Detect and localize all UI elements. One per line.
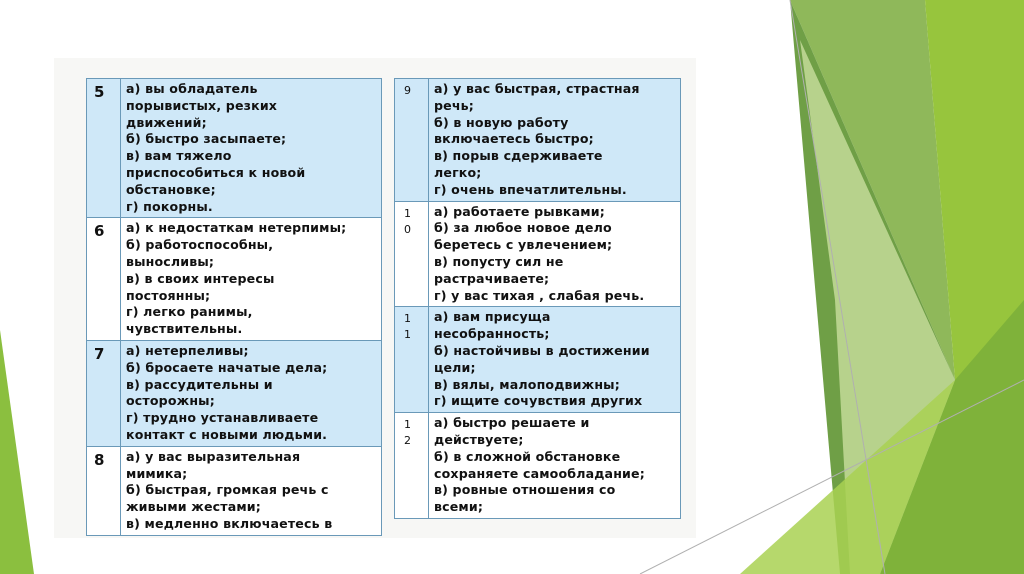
table-row bbox=[394, 307, 681, 413]
row-number: 9 bbox=[395, 79, 429, 201]
answer-line: б) за любое новое дело bbox=[434, 220, 612, 236]
questionnaire-table-image bbox=[54, 58, 696, 538]
answer-line: в) ровные отношения со bbox=[434, 482, 616, 498]
row-answers bbox=[121, 341, 381, 446]
answer-line: сохраняете самообладание; bbox=[434, 465, 645, 481]
answer-line: а) быстро решаете и bbox=[434, 415, 590, 431]
table-row bbox=[86, 447, 382, 536]
answer-line: контакт с новыми людьми. bbox=[126, 426, 328, 442]
answer-line: живыми жестами; bbox=[126, 499, 261, 515]
answer-line: в) вам тяжело bbox=[126, 148, 232, 164]
answer-line: речь; bbox=[434, 97, 474, 113]
answer-line: б) в сложной обстановке bbox=[434, 448, 621, 464]
answer-line: растрачиваете; bbox=[434, 270, 550, 286]
answer-line: порывистых, резких bbox=[126, 97, 278, 113]
answer-line: г) очень впечатлительны. bbox=[434, 181, 627, 197]
row-number: 6 bbox=[87, 218, 121, 340]
table-row bbox=[394, 78, 681, 202]
answer-line: обстановке; bbox=[126, 181, 216, 197]
answer-line: а) у вас быстрая, страстная bbox=[434, 81, 640, 96]
answer-line: мимика; bbox=[126, 465, 188, 481]
answer-line: а) нетерпеливы; bbox=[126, 342, 249, 358]
answer-line: в) рассудительны и bbox=[126, 376, 273, 392]
answer-line: цели; bbox=[434, 359, 476, 375]
row-number: 1 2 bbox=[395, 413, 429, 518]
row-answers bbox=[429, 202, 680, 307]
answer-line: б) настойчивы в достижении bbox=[434, 342, 650, 358]
answer-line: б) работоспособны, bbox=[126, 237, 274, 253]
answer-line: в) порыв сдерживаете bbox=[434, 148, 603, 164]
table-row bbox=[86, 78, 382, 218]
answer-line: г) легко ранимы, bbox=[126, 304, 253, 320]
row-number: 7 bbox=[87, 341, 121, 446]
answer-line: всеми; bbox=[434, 499, 484, 515]
answer-line: включаетесь быстро; bbox=[434, 131, 594, 147]
table-row bbox=[86, 341, 382, 447]
answer-line: приспособиться к новой bbox=[126, 164, 306, 180]
answer-line: выносливы; bbox=[126, 253, 215, 269]
answer-line: б) в новую работу bbox=[434, 114, 569, 130]
row-number: 1 1 bbox=[395, 307, 429, 412]
row-answers bbox=[121, 79, 381, 217]
answer-line: действуете; bbox=[434, 431, 524, 447]
answer-line: в) в своих интересы bbox=[126, 270, 275, 286]
table-row bbox=[394, 202, 681, 308]
answer-line: в) вялы, малоподвижны; bbox=[434, 376, 620, 392]
answer-line: г) покорны. bbox=[126, 198, 213, 214]
row-answers bbox=[121, 447, 381, 535]
row-number: 8 bbox=[87, 447, 121, 535]
answer-line: чувствительны. bbox=[126, 321, 243, 337]
row-number: 5 bbox=[87, 79, 121, 217]
answer-line: а) вам присуща bbox=[434, 309, 551, 325]
answer-line: г) трудно устанавливаете bbox=[126, 410, 319, 426]
answer-line: несобранность; bbox=[434, 326, 550, 342]
row-answers bbox=[429, 307, 680, 412]
answer-line: движений; bbox=[126, 114, 207, 130]
answer-line: б) быстро засыпаете; bbox=[126, 131, 287, 147]
row-answers bbox=[429, 79, 680, 201]
answer-line: в) попусту сил не bbox=[434, 253, 564, 269]
row-answers bbox=[121, 218, 381, 340]
answer-line: в) медленно включаетесь в bbox=[126, 515, 333, 531]
row-number: 1 0 bbox=[395, 202, 429, 307]
answer-line: б) бросаете начатые дела; bbox=[126, 359, 328, 375]
table-row bbox=[394, 413, 681, 519]
answer-line: а) работаете рывками; bbox=[434, 203, 605, 219]
facet-left-edge bbox=[0, 330, 34, 574]
left-column bbox=[86, 78, 382, 536]
answer-line: г) у вас тихая , слабая речь. bbox=[434, 287, 645, 303]
answer-line: беретесь с увлечением; bbox=[434, 237, 613, 253]
answer-line: постоянны; bbox=[126, 287, 211, 303]
answer-line: легко; bbox=[434, 164, 482, 180]
answer-line: осторожны; bbox=[126, 393, 215, 409]
answer-line: г) ищите сочувствия других bbox=[434, 393, 643, 409]
answer-line: а) к недостаткам нетерпимы; bbox=[126, 220, 347, 236]
right-column bbox=[394, 78, 681, 519]
table-row bbox=[86, 218, 382, 341]
answer-line: а) у вас выразительная bbox=[126, 448, 301, 464]
answer-line: б) быстрая, громкая речь с bbox=[126, 482, 329, 498]
answer-line: а) вы обладатель bbox=[126, 81, 258, 96]
row-answers bbox=[429, 413, 680, 518]
